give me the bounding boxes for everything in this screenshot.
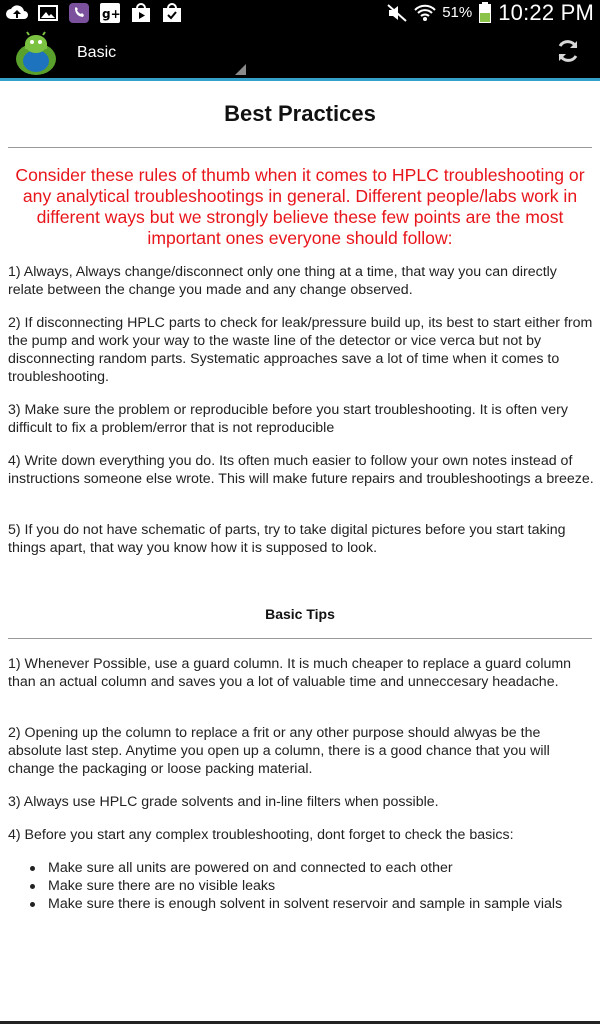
practice-item: 1) Always, Always change/disconnect only one thing at a time, that way you can directly relate between the change you made and any change observed. [8, 264, 557, 298]
tip-item: 1) Whenever Possible, use a guard column. It is much cheaper to replace a guard column than an actual column and saves you a lot of valuable time and unneccesary headache. [8, 656, 572, 690]
tip-item: 2) Opening up the column to replace a frit or any other purpose should alwyas be the absolute last step. Anytime you open up a column, there is a good chance that you will change the packaging or loose packing material. [8, 725, 550, 777]
list-item [28, 877, 588, 895]
basics-list [28, 859, 588, 913]
section-spinner[interactable]: Basic [77, 44, 117, 61]
gallery-icon [37, 3, 59, 23]
bullet-icon [30, 866, 35, 871]
shopping-bag-icon [161, 3, 183, 23]
page-title: Best Practices [224, 101, 376, 126]
svg-text:g+: g+ [102, 6, 121, 21]
notification-icons [6, 2, 183, 23]
bullet-icon [30, 884, 35, 889]
tip-item: 3) Always use HPLC grade solvents and in-line filters when possible. [8, 794, 439, 810]
action-bar-divider [0, 78, 600, 81]
basics-item-text: Make sure all units are powered on and connected to each other [48, 860, 453, 876]
status-bar [0, 0, 600, 25]
clock: 10:22 PM [498, 0, 594, 25]
practice-item: 3) Make sure the problem or reproducible before you start troubleshooting. It is often very difficult to fix a problem/error that is not reproducible [8, 402, 568, 436]
tip-item: 4) Before you start any complex troubleshooting, dont forget to check the basics: [8, 827, 514, 843]
practice-item: 4) Write down everything you do. Its often much easier to follow your own notes instead of instructions someone else wrote. This will make future repairs and troubleshootings a breeze. [8, 453, 594, 487]
basics-item-text: Make sure there is enough solvent in solvent reservoir and sample in sample vials [48, 896, 563, 912]
upload-icon [6, 3, 28, 23]
practice-item: 2) If disconnecting HPLC parts to check for leak/pressure build up, its best to start either from the pump and work your way to the waste line of the detector or vice verca but not by disconnecting random parts. Systematic approaches save a lot of time when it comes to troubleshooting. [8, 315, 593, 385]
battery-percentage: 51% [442, 4, 473, 21]
system-status [386, 0, 594, 25]
bullet-icon [30, 902, 35, 907]
practice-item: 5) If you do not have schematic of parts, try to take digital pictures before you start taking things apart, that way you know how it is supposed to look. [8, 522, 566, 556]
refresh-icon [555, 38, 581, 69]
mute-icon [386, 3, 408, 23]
wifi-icon [414, 3, 436, 23]
intro-text: Consider these rules of thumb when it comes to HPLC troubleshooting or any analytical troubleshootings in general. Different people/labs work in different ways but we strongly believe these few points are the most important ones everyone should follow: [15, 165, 585, 248]
basics-item-text: Make sure there are no visible leaks [48, 878, 276, 894]
spinner-dropdown-indicator[interactable] [235, 64, 246, 75]
play-store-icon [130, 3, 152, 23]
list-item [28, 859, 588, 877]
tips-divider [8, 638, 592, 639]
list-item [28, 895, 588, 913]
battery-icon [478, 3, 492, 23]
google-plus-icon [99, 3, 121, 23]
title-divider [8, 147, 592, 148]
refresh-button[interactable] [548, 35, 588, 71]
tips-title: Basic Tips [265, 606, 335, 622]
app-logo-icon[interactable] [12, 29, 60, 77]
viber-icon [68, 3, 90, 23]
